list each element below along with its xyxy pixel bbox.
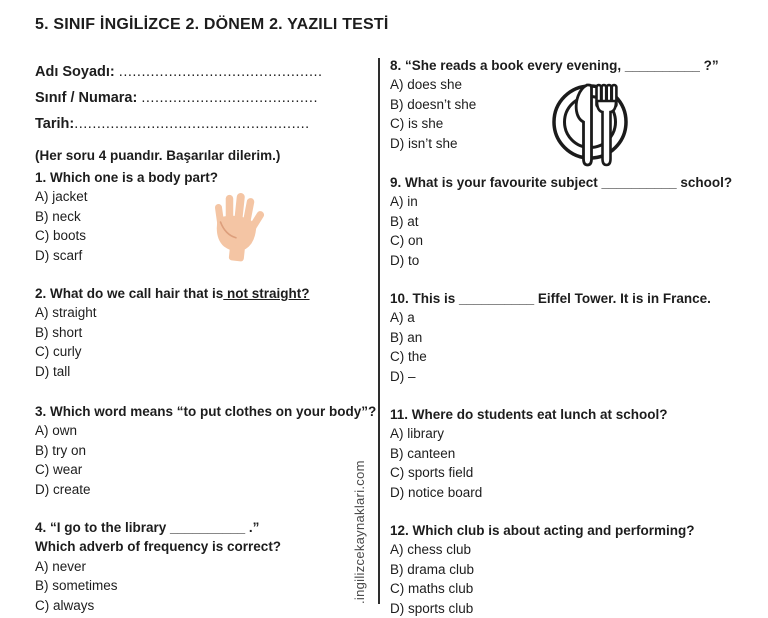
- option: C) wear: [35, 462, 83, 478]
- option: C) the: [390, 349, 427, 365]
- question-2: [35, 284, 380, 381]
- name-field-dots: .............................................: [118, 64, 323, 80]
- class-number-field-dots: .......................................: [141, 90, 318, 106]
- date-field-dots: ....................................................: [74, 116, 310, 132]
- student-info-fields: [35, 59, 323, 137]
- option: B) short: [35, 324, 83, 340]
- option: B) sometimes: [35, 578, 118, 594]
- option: B) try on: [35, 442, 87, 458]
- question-1-text: 1. Which one is a body part?: [35, 170, 219, 185]
- question-10: [390, 289, 765, 386]
- question-11: [390, 405, 765, 502]
- date-field: [35, 111, 323, 137]
- option: A) own: [35, 423, 78, 439]
- date-field-label: Tarih:: [35, 116, 75, 132]
- open-hand-icon: [210, 192, 268, 269]
- name-field: [35, 59, 323, 85]
- question-9: [390, 173, 765, 270]
- option: B) neck: [35, 208, 81, 224]
- option: B) an: [390, 329, 423, 345]
- question-3-text: 3. Which word means “to put clothes on your body”?: [35, 404, 377, 419]
- option: D) notice board: [390, 484, 483, 500]
- question-1: [35, 168, 380, 265]
- option: C) boots: [35, 228, 87, 244]
- option: A) chess club: [390, 542, 472, 558]
- question-4-text-line2: Which adverb of frequency is correct?: [35, 539, 282, 555]
- option: C) is she: [390, 116, 444, 132]
- question-4-text-line1: 4. “I go to the library __________ .”: [35, 520, 260, 535]
- option: D) sports club: [390, 600, 474, 616]
- option: D) isn’t she: [390, 135, 458, 151]
- question-12-text: 12. Which club is about acting and performing?: [390, 523, 695, 538]
- plate-cutlery-icon: [548, 80, 632, 175]
- question-11-text: 11. Where do students eat lunch at school?: [390, 407, 668, 422]
- option: D) scarf: [35, 247, 83, 263]
- option: A) never: [35, 558, 87, 574]
- option: A) a: [390, 310, 415, 326]
- page-title: 5. SINIF İNGİLİZCE 2. DÖNEM 2. YAZILI TESTİ: [35, 16, 389, 33]
- option: B) canteen: [390, 445, 456, 461]
- option: C) on: [390, 233, 424, 249]
- question-4: [35, 518, 380, 615]
- option: C) sports field: [390, 465, 474, 481]
- class-number-field-label: Sınıf / Numara:: [35, 90, 142, 106]
- class-number-field: [35, 85, 323, 111]
- question-3: [35, 402, 380, 499]
- option: D) –: [390, 368, 416, 384]
- watermark: .ingilizcekaynaklari.com: [352, 460, 367, 604]
- option: D) tall: [35, 363, 71, 379]
- question-2-text: 2. What do we call hair that is not straight?: [35, 286, 310, 301]
- option: B) at: [390, 213, 419, 229]
- option: B) doesn’t she: [390, 96, 477, 112]
- question-12: [390, 521, 765, 618]
- question-9-text: 9. What is your favourite subject __________ school?: [390, 175, 733, 190]
- question-10-text: 10. This is __________ Eiffel Tower. It is in France.: [390, 291, 711, 306]
- option: C) curly: [35, 344, 82, 360]
- option: A) in: [390, 194, 418, 210]
- option: C) always: [35, 597, 95, 613]
- option: A) library: [390, 426, 445, 442]
- option: D) to: [390, 252, 420, 268]
- underlined-phrase: not straight?: [223, 286, 310, 301]
- column-divider: [378, 58, 380, 604]
- option: C) maths club: [390, 581, 474, 597]
- name-field-label: Adı Soyadı:: [35, 64, 119, 80]
- option: B) drama club: [390, 561, 475, 577]
- option: A) jacket: [35, 189, 88, 205]
- scoring-note: (Her soru 4 puandır. Başarılar dilerim.): [35, 148, 281, 163]
- option: A) does she: [390, 77, 463, 93]
- option: A) straight: [35, 305, 97, 321]
- option: D) create: [35, 481, 91, 497]
- question-8-text: 8. “She reads a book every evening, __________ ?”: [390, 58, 719, 73]
